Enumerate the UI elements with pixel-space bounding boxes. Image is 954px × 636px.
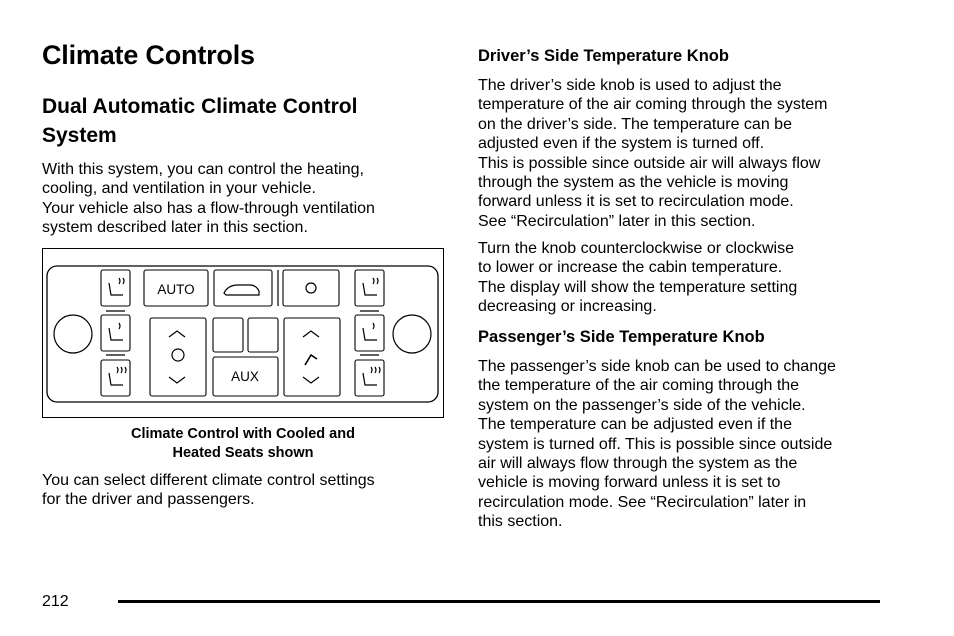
snowflake-icon bbox=[306, 283, 316, 293]
chevron-icon bbox=[303, 331, 319, 383]
aux-button-label: AUX bbox=[231, 369, 259, 384]
fan-control-button[interactable] bbox=[150, 318, 206, 396]
mode-control-button[interactable] bbox=[284, 318, 340, 396]
text-line: the temperature of the air coming through the bbox=[478, 377, 800, 395]
text-line: system described later in this section. bbox=[42, 219, 308, 237]
text-line: This is possible since outside air will always flow bbox=[478, 154, 821, 172]
passenger-seat-heat-low-button bbox=[355, 315, 384, 351]
text-line: to lower or increase the cabin temperature. bbox=[478, 259, 783, 277]
fan-icon bbox=[172, 349, 184, 361]
passenger-temperature-knob bbox=[393, 315, 431, 353]
text-line: system on the passenger’s side of the vehicle. bbox=[478, 396, 806, 414]
text-line: Your vehicle also has a flow-through ventilation bbox=[42, 199, 375, 217]
text-line: forward unless it is set to recirculation mode. bbox=[478, 193, 794, 211]
section-heading-line: Dual Automatic Climate Control bbox=[42, 95, 358, 118]
text-line: The passenger’s side knob can be used to change bbox=[478, 358, 836, 375]
front-defrost-button[interactable] bbox=[213, 318, 243, 352]
driver-heading: Driver’s Side Temperature Knob bbox=[478, 47, 729, 65]
passenger-seat-cool-button bbox=[355, 270, 384, 306]
text-line: The display will show the temperature setting bbox=[478, 278, 798, 296]
select-paragraph bbox=[42, 471, 375, 510]
text-line: Turn the knob counterclockwise or clockwise bbox=[478, 240, 794, 257]
page-title: Climate Controls bbox=[42, 40, 255, 70]
text-line: vehicle is moving forward unless it is set to bbox=[478, 474, 781, 492]
ac-button[interactable] bbox=[283, 270, 339, 306]
page-number: 212 bbox=[42, 593, 69, 610]
text-line: temperature of the air coming through the system bbox=[478, 96, 828, 114]
driver-paragraph-2 bbox=[478, 239, 797, 317]
section-heading bbox=[42, 92, 442, 150]
text-line: this section. bbox=[478, 513, 563, 531]
passenger-paragraph bbox=[478, 357, 836, 532]
text-line: With this system, you can control the heating, bbox=[42, 161, 364, 178]
text-line: on the driver’s side. The temperature can be bbox=[478, 115, 792, 133]
text-line: recirculation mode. See “Recirculation” later in bbox=[478, 493, 807, 511]
driver-seat-heat-high-button bbox=[101, 360, 130, 396]
recirculation-button[interactable] bbox=[214, 270, 272, 306]
text-line: The driver’s side knob is used to adjust the bbox=[478, 77, 782, 94]
section-heading-line: System bbox=[42, 124, 117, 147]
text-line: for the driver and passengers. bbox=[42, 491, 255, 509]
driver-seat-heat-low-button bbox=[101, 315, 130, 351]
figure-caption bbox=[42, 425, 444, 463]
auto-button-label: AUTO bbox=[157, 282, 195, 297]
chevron-icon bbox=[169, 331, 185, 383]
mode-icon bbox=[305, 355, 317, 365]
caption-line: Heated Seats shown bbox=[172, 445, 314, 461]
text-line: system is turned off. This is possible since outside bbox=[478, 435, 833, 453]
passenger-heading: Passenger’s Side Temperature Knob bbox=[478, 328, 765, 346]
driver-seat-cool-button bbox=[101, 270, 130, 306]
climate-control-figure bbox=[42, 248, 444, 418]
driver-temperature-knob bbox=[54, 315, 92, 353]
text-line: See “Recirculation” later in this section. bbox=[478, 212, 756, 230]
text-line: air will always flow through the system as the bbox=[478, 455, 798, 473]
intro-paragraph bbox=[42, 160, 375, 238]
climate-control-panel-illustration bbox=[43, 249, 442, 416]
text-line: You can select different climate control settings bbox=[42, 472, 375, 489]
text-line: The temperature can be adjusted even if the bbox=[478, 416, 792, 434]
passenger-seat-heat-high-button bbox=[355, 360, 384, 396]
recirculation-icon bbox=[224, 285, 259, 295]
rear-defrost-button[interactable] bbox=[248, 318, 278, 352]
text-line: through the system as the vehicle is moving bbox=[478, 174, 789, 192]
text-line: adjusted even if the system is turned off. bbox=[478, 135, 765, 153]
text-line: decreasing or increasing. bbox=[478, 298, 657, 316]
text-line: cooling, and ventilation in your vehicle. bbox=[42, 180, 316, 198]
caption-line: Climate Control with Cooled and bbox=[131, 426, 355, 442]
driver-paragraph-1 bbox=[478, 76, 828, 231]
footer-rule bbox=[118, 600, 880, 603]
